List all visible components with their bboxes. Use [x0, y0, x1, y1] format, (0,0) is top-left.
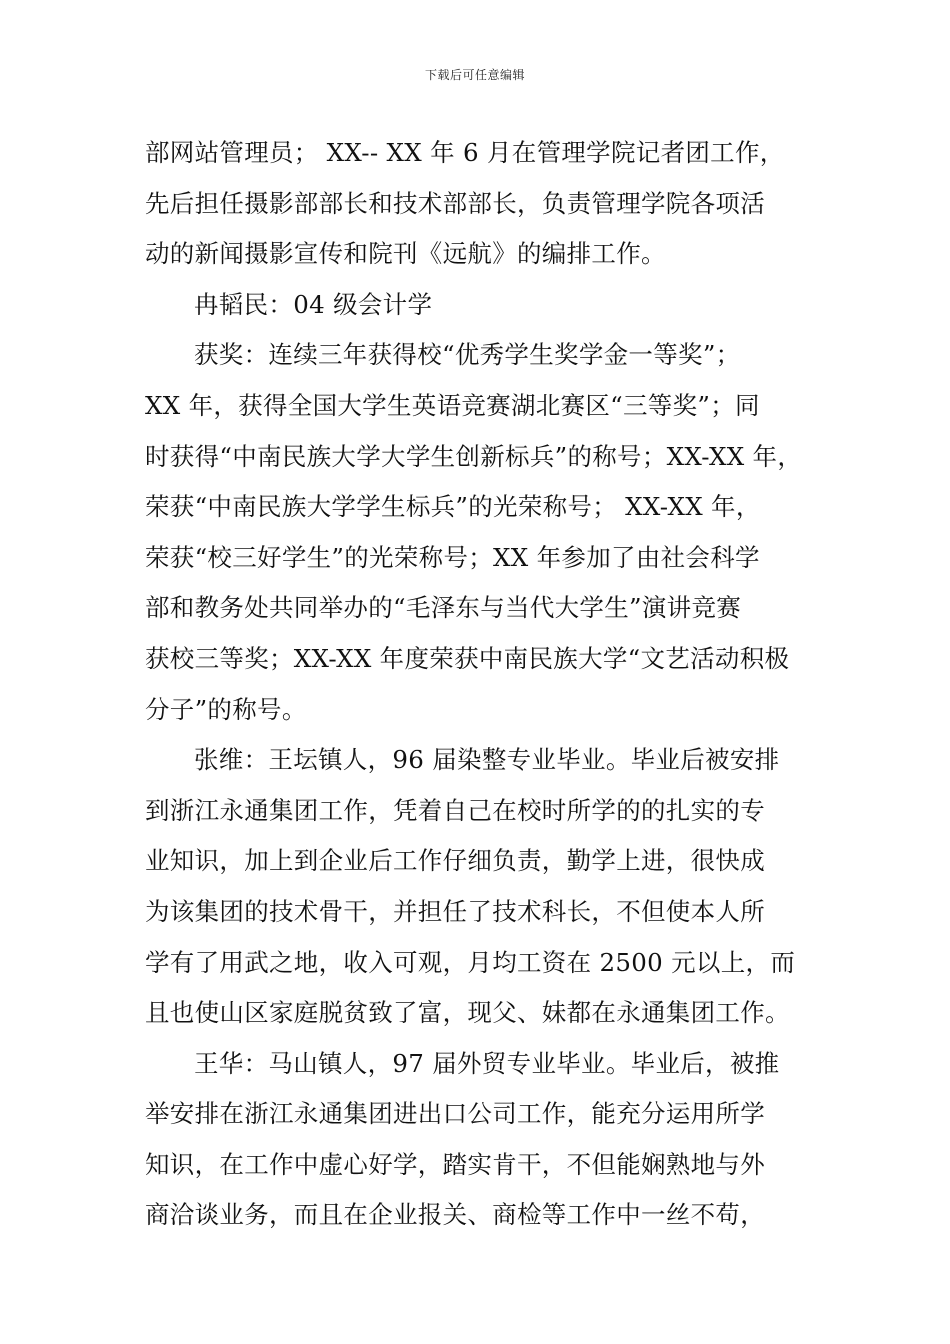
text-line: XX 年，获得全国大学生英语竞赛湖北赛区“三等奖”；同 — [145, 390, 760, 420]
text-line: 时获得“中南民族大学大学生创新标兵”的称号；XX-XX 年， — [145, 441, 803, 471]
text-line: 知识，在工作中虚心好学，踏实肯干，不但能娴熟地与外 — [145, 1149, 765, 1179]
text-line: 部和教务处共同举办的“毛泽东与当代大学生”演讲竞赛 — [145, 593, 742, 623]
paragraph-start-line: 张维：王坛镇人，96 届染整专业毕业。毕业后被安排 — [194, 745, 780, 775]
text-line: 且也使山区家庭脱贫致了富，现父、妹都在永通集团工作。 — [145, 998, 790, 1028]
text-line: 部网站管理员； XX-- XX 年 6 月在管理学院记者团工作， — [145, 138, 785, 167]
text-line: 为该集团的技术骨干，并担任了技术科长，不但使本人所 — [145, 896, 765, 926]
document-body — [145, 128, 815, 1241]
text-line: 举安排在浙江永通集团进出口公司工作，能充分运用所学 — [145, 1099, 765, 1129]
text-line: 商洽谈业务，而且在企业报关、商检等工作中一丝不苟， — [145, 1200, 765, 1230]
text-line: 荣获“校三好学生”的光荣称号；XX 年参加了由社会科学 — [145, 542, 760, 572]
text-line: 动的新闻摄影宣传和院刊《远航》的编排工作。 — [145, 239, 666, 269]
text-line: 学有了用武之地，收入可观，月均工资在 2500 元以上，而 — [145, 947, 796, 977]
text-line: 荣获“中南民族大学学生标兵”的光荣称号； XX-XX 年， — [145, 492, 761, 522]
paragraph-start-line: 冉韬民：04 级会计学 — [194, 289, 433, 319]
text-line: 先后担任摄影部部长和技术部部长，负责管理学院各项活 — [145, 188, 765, 218]
text-line: 到浙江永通集团工作，凭着自己在校时所学的的扎实的专 — [145, 795, 765, 825]
paragraph-start-line: 获奖：连续三年获得校“优秀学生奖学金一等奖”； — [194, 340, 741, 370]
paragraph-start-line: 王华：马山镇人，97 届外贸专业毕业。毕业后，被推 — [194, 1048, 780, 1078]
text-line: 获校三等奖；XX-XX 年度荣获中南民族大学“文艺活动积极 — [145, 643, 790, 673]
page-header: 下载后可任意编辑 — [424, 68, 525, 82]
text-line: 业知识，加上到企业后工作仔细负责，勤学上进，很快成 — [145, 846, 765, 876]
text-line: 分子”的称号。 — [145, 694, 307, 724]
